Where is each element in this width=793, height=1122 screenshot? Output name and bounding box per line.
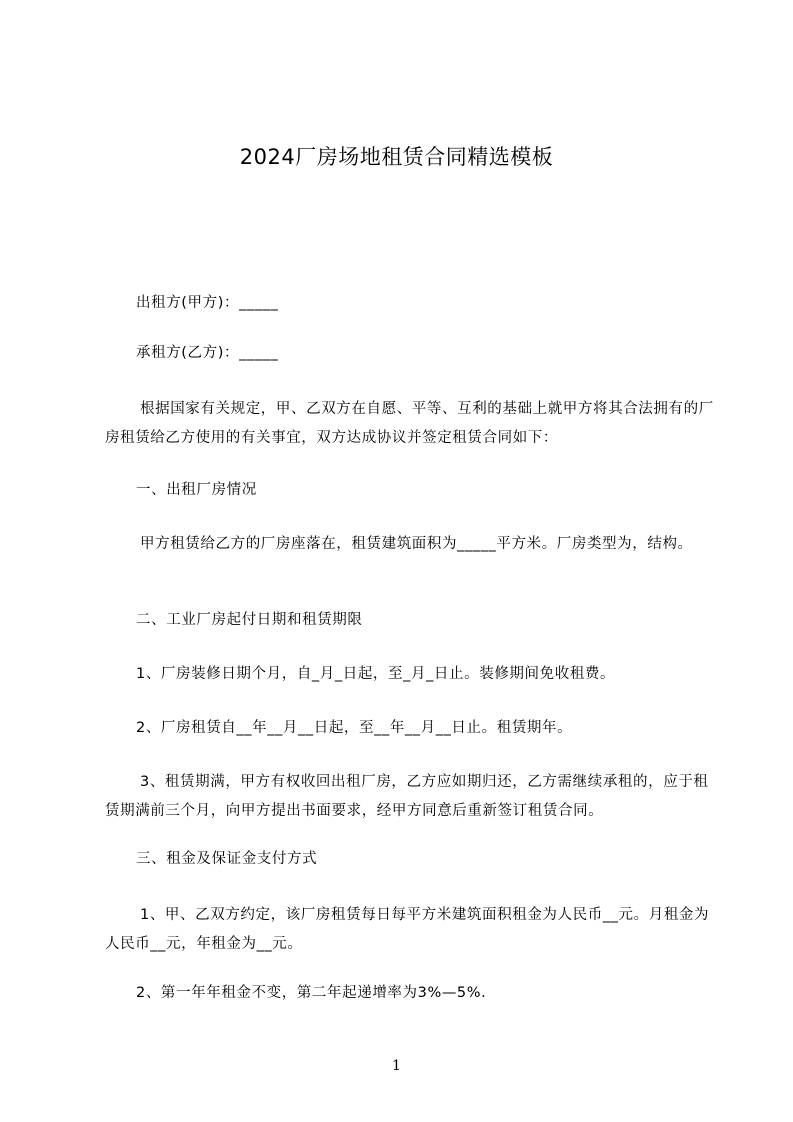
preamble-paragraph: 根据国家有关规定，甲、乙双方在自愿、平等、互利的基础上就甲方将其合法拥有的厂房租赁给乙方使用的有关事宜，双方达成协议并签定租赁合同如下：	[105, 401, 714, 446]
clause-2-2: 2、厂房租赁自__年__月__日起，至__年__月__日止。租赁期年。	[136, 720, 573, 736]
lessee-line: 承租方(乙方)：_____	[136, 345, 279, 361]
section-heading-2: 二、工业厂房起付日期和租赁期限	[136, 612, 363, 628]
page-number: 1	[392, 1058, 401, 1074]
clause-3-1: 1、甲、乙双方约定，该厂房租赁每日每平方米建筑面积租金为人民币__元。月租金为人民币__元，年租金为__元。	[105, 907, 710, 952]
section-heading-3: 三、租金及保证金支付方式	[136, 851, 318, 867]
lessor-line: 出租方(甲方)：_____	[136, 295, 279, 311]
clause-2-3: 3、租赁期满，甲方有权收回出租厂房，乙方应如期归还，乙方需继续承租的，应于租赁期满前三个月，向甲方提出书面要求，经甲方同意后重新签订租赁合同。	[105, 774, 709, 819]
section-1-paragraph: 甲方租赁给乙方的厂房座落在，租赁建筑面积为_____平方米。厂房类型为，结构。	[140, 536, 693, 552]
document-title: 2024厂房场地租赁合同精选模板	[239, 145, 554, 169]
section-heading-1: 一、出租厂房情况	[136, 482, 257, 498]
clause-2-1: 1、厂房装修日期个月，自_月_日起，至_月_日止。装修期间免收租费。	[136, 666, 616, 682]
clause-3-2: 2、第一年年租金不变，第二年起递增率为3%—5%.	[136, 985, 487, 1001]
